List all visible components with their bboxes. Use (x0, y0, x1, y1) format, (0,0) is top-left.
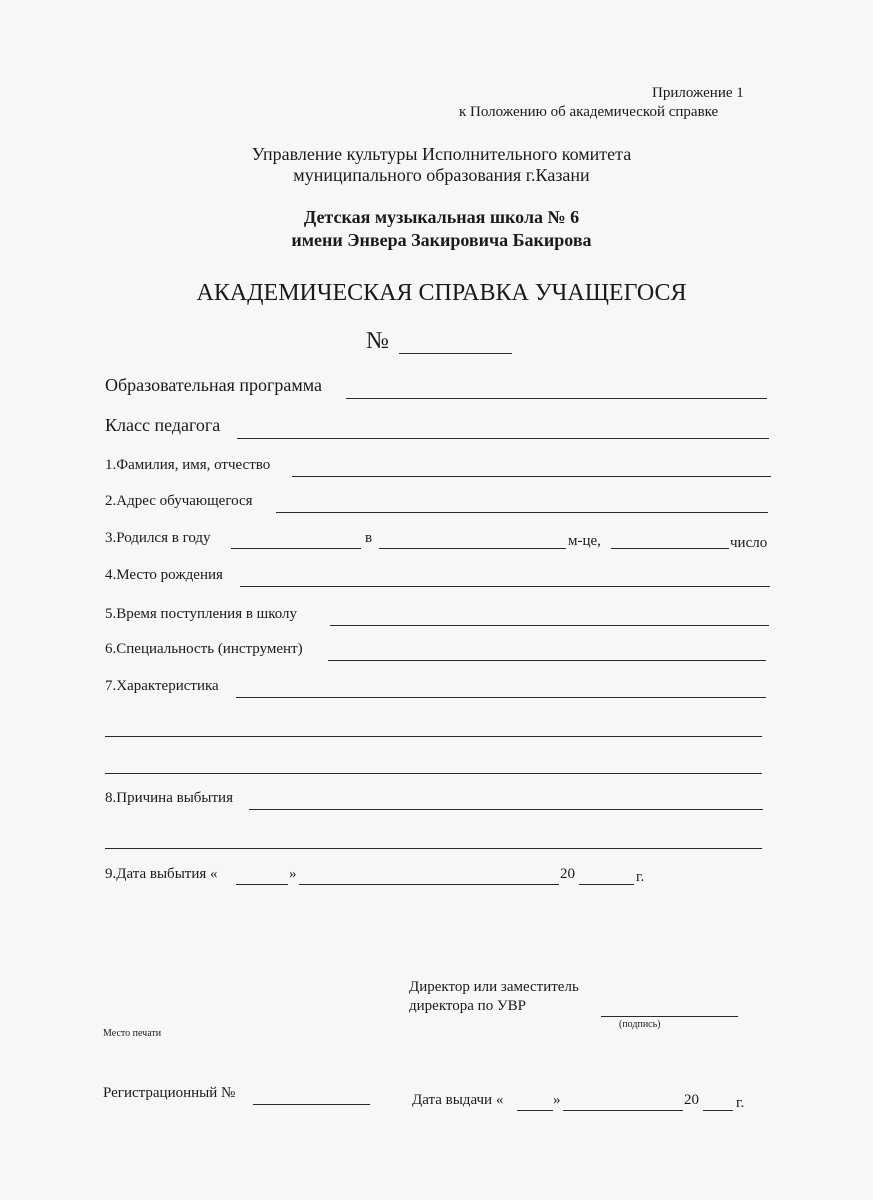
number-field[interactable] (399, 353, 512, 354)
leave-year-suffix: г. (636, 869, 645, 885)
signatory-title-2: директора по УВР (409, 998, 526, 1014)
school-name: Детская музыкальная школа № 6 (303, 207, 580, 227)
leave-date-close: » (289, 866, 297, 882)
enroll-time-field[interactable] (330, 625, 769, 626)
leave-reason-field-1[interactable] (249, 809, 763, 810)
characteristic-field-2[interactable] (105, 736, 762, 737)
teacher-class-label: Класс педагога (105, 415, 221, 435)
birthplace-field[interactable] (240, 586, 770, 587)
signature-caption: (подпись) (619, 1019, 661, 1030)
issue-day-field[interactable] (517, 1110, 553, 1111)
born-year-label: 3.Родился в году (105, 530, 211, 546)
program-field[interactable] (346, 398, 767, 399)
teacher-class-field[interactable] (237, 438, 769, 439)
leave-day-field[interactable] (236, 884, 288, 885)
characteristic-field-1[interactable] (236, 697, 766, 698)
month-label: м-це, (568, 533, 601, 549)
enroll-time-label: 5.Время поступления в школу (105, 606, 298, 622)
signatory-title-1: Директор или заместитель (409, 979, 579, 995)
program-label: Образовательная программа (105, 375, 323, 395)
issue-year-prefix: 20 (684, 1092, 699, 1108)
stamp-place-label: Место печати (103, 1028, 162, 1039)
leave-month-field[interactable] (299, 884, 559, 885)
leave-date-label: 9.Дата выбытия « (105, 866, 218, 882)
born-in-label: в (365, 530, 373, 546)
reg-number-field[interactable] (253, 1104, 370, 1105)
leave-year-prefix: 20 (560, 866, 575, 882)
issue-year-suffix: г. (736, 1095, 745, 1111)
issue-year-field[interactable] (703, 1110, 733, 1111)
specialty-label: 6.Специальность (инструмент) (105, 641, 303, 657)
specialty-field[interactable] (328, 660, 766, 661)
issue-date-label: Дата выдачи « (412, 1092, 504, 1108)
appendix-line-2: к Положению об академической справке (459, 104, 719, 120)
address-label: 2.Адрес обучающегося (105, 493, 253, 509)
number-sign: № (366, 328, 389, 354)
leave-year-field[interactable] (579, 884, 634, 885)
leave-reason-field-2[interactable] (105, 848, 762, 849)
authority-line-1: Управление культуры Исполнительного комитета (251, 144, 632, 164)
issue-date-close: » (553, 1092, 561, 1108)
issue-month-field[interactable] (563, 1110, 683, 1111)
address-field[interactable] (276, 512, 768, 513)
born-day-field[interactable] (611, 548, 729, 549)
reg-number-label: Регистрационный № (103, 1085, 236, 1101)
born-year-field[interactable] (231, 548, 361, 549)
full-name-field[interactable] (292, 476, 771, 477)
authority-line-2: муниципального образования г.Казани (293, 165, 590, 185)
day-label: число (730, 535, 768, 551)
full-name-label: 1.Фамилия, имя, отчество (105, 457, 271, 473)
leave-reason-label: 8.Причина выбытия (105, 790, 233, 806)
signature-field[interactable] (601, 1016, 738, 1017)
characteristic-field-3[interactable] (105, 773, 762, 774)
appendix-line-1: Приложение 1 (652, 85, 744, 101)
school-named-after: имени Энвера Закировича Бакирова (291, 230, 592, 250)
page-title: АКАДЕМИЧЕСКАЯ СПРАВКА УЧАЩЕГОСЯ (196, 280, 687, 306)
born-month-field[interactable] (379, 548, 566, 549)
birthplace-label: 4.Место рождения (105, 567, 223, 583)
characteristic-label: 7.Характеристика (105, 678, 219, 694)
